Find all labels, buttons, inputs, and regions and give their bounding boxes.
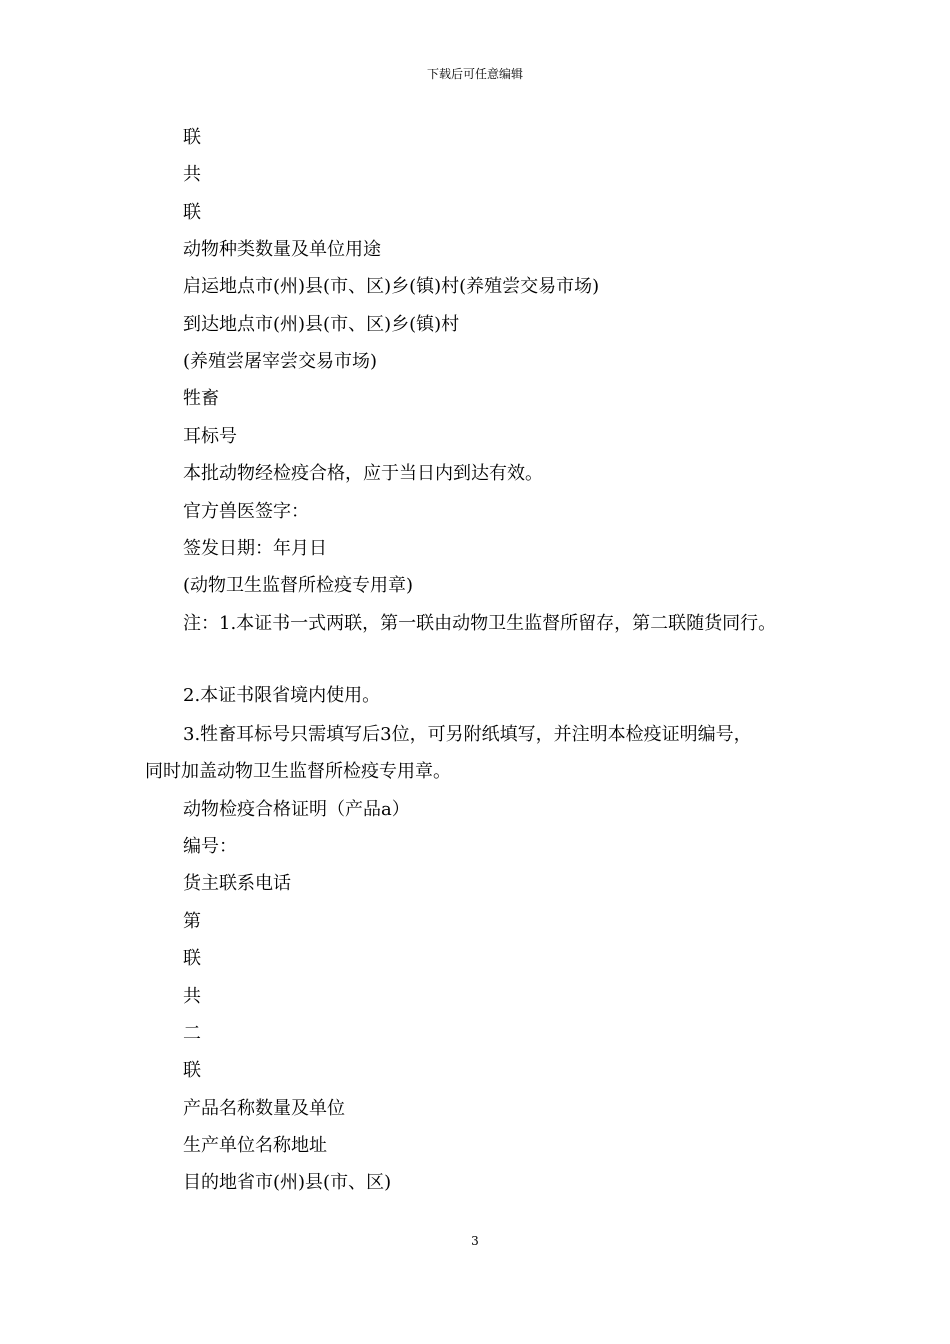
page-number: 3	[471, 1234, 479, 1248]
text-line: 联	[183, 948, 201, 969]
text-line: 到达地点市(州)县(市、区)乡(镇)村	[183, 314, 460, 335]
text-line: 官方兽医签字：	[183, 501, 309, 522]
text-line: 共	[183, 986, 201, 1007]
text-line: 牲畜	[183, 388, 219, 409]
text-line: 启运地点市(州)县(市、区)乡(镇)村(养殖尝交易市场)	[183, 276, 600, 297]
note-line: 3.牲畜耳标号只需填写后3位，可另附纸填写，并注明本检疫证明编号，	[183, 724, 752, 745]
text-line: 二	[183, 1023, 201, 1044]
note-line: 注：1.本证书一式两联，第一联由动物卫生监督所留存，第二联随货同行。	[183, 613, 777, 634]
page-header: 下载后可任意编辑	[426, 67, 523, 81]
section-title: 动物检疫合格证明（产品a）	[183, 799, 410, 820]
text-line: 编号：	[183, 836, 237, 857]
text-line: (养殖尝屠宰尝交易市场)	[183, 351, 378, 372]
text-line: 产品名称数量及单位	[183, 1098, 345, 1119]
text-line: 目的地省市(州)县(市、区)	[183, 1172, 392, 1193]
text-line: 联	[183, 127, 201, 148]
text-line: 本批动物经检疫合格，应于当日内到达有效。	[183, 463, 543, 484]
text-line: 耳标号	[183, 426, 237, 447]
text-line: 共	[183, 164, 201, 185]
text-line: 第	[183, 911, 201, 932]
text-line: 联	[183, 1060, 201, 1081]
text-line: 生产单位名称地址	[183, 1135, 327, 1156]
text-line: 联	[183, 202, 201, 223]
text-line: 货主联系电话	[183, 873, 291, 894]
text-line: (动物卫生监督所检疫专用章)	[183, 575, 414, 596]
note-line: 2.本证书限省境内使用。	[183, 685, 381, 706]
text-line: 动物种类数量及单位用途	[183, 239, 381, 260]
note-line: 同时加盖动物卫生监督所检疫专用章。	[145, 761, 451, 782]
text-line: 签发日期：年月日	[183, 538, 327, 559]
